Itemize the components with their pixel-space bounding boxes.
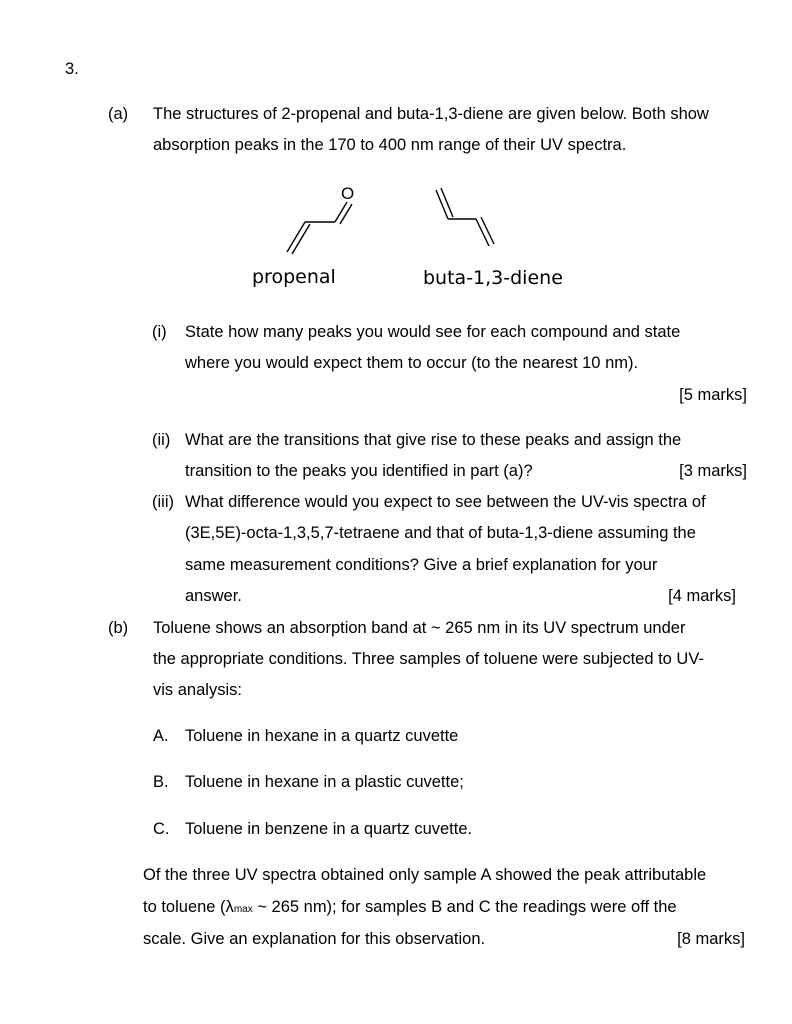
part-a-label: (a) (108, 105, 129, 123)
part-b-label: (b) (108, 619, 129, 637)
sub-iii-line-1: What difference would you expect to see between the UV-vis spectra of (185, 493, 706, 511)
sub-i-line-2: where you would expect them to occur (to the nearest 10 nm). (185, 354, 639, 372)
sample-a-text: Toluene in hexane in a quartz cuvette (185, 727, 459, 745)
sub-ii-line-1: What are the transitions that give rise to these peaks and assign the (185, 431, 682, 449)
conclusion-line-2-post: ~ 265 nm); for samples B and C the readings were off the (252, 898, 677, 916)
oxygen-atom-label: O (341, 184, 355, 203)
conclusion-line-1: Of the three UV spectra obtained only sample A showed the peak attributable (143, 866, 707, 884)
sub-i-line-1: State how many peaks you would see for each compound and state (185, 323, 681, 341)
butadiene-caption: buta-1,3-diene (423, 267, 563, 289)
lambda-max-subscript: max (233, 904, 253, 915)
sample-b-text: Toluene in hexane in a plastic cuvette; (185, 773, 464, 791)
question-number: 3. (65, 60, 79, 78)
part-b-line-3: vis analysis: (153, 681, 242, 699)
sample-a-letter: A. (153, 727, 169, 745)
sub-ii-marks: [3 marks] (679, 462, 747, 480)
sub-ii-label: (ii) (152, 431, 171, 449)
sub-iii-label: (iii) (152, 493, 174, 511)
part-a-intro-line-2: absorption peaks in the 170 to 400 nm range of their UV spectra. (153, 136, 627, 154)
part-b-marks: [8 marks] (677, 930, 745, 948)
sub-iii-marks: [4 marks] (668, 587, 736, 605)
part-a-intro-line-1: The structures of 2-propenal and buta-1,3-diene are given below. Both show (153, 105, 709, 123)
propenal-structure (275, 182, 365, 262)
sub-i-label: (i) (152, 323, 167, 341)
conclusion-line-2-pre: to toluene (λ (143, 898, 234, 916)
sample-b-letter: B. (153, 773, 169, 791)
part-b-line-2: the appropriate conditions. Three samples of toluene were subjected to UV- (153, 650, 704, 668)
sub-iii-line-3: same measurement conditions? Give a brief explanation for your (185, 556, 658, 574)
sample-c-letter: C. (153, 820, 170, 838)
conclusion-line-2 (143, 897, 677, 920)
sub-ii-line-2: transition to the peaks you identified in part (a)? (185, 462, 533, 480)
conclusion-line-3: scale. Give an explanation for this observation. (143, 930, 486, 948)
butadiene-structure (428, 182, 508, 262)
sub-i-marks: [5 marks] (679, 386, 747, 404)
sub-iii-line-2: (3E,5E)-octa-1,3,5,7-tetraene and that of buta-1,3-diene assuming the (185, 524, 696, 542)
part-b-line-1: Toluene shows an absorption band at ~ 265 nm in its UV spectrum under (153, 619, 686, 637)
sub-iii-line-4: answer. (185, 587, 242, 605)
propenal-caption: propenal (252, 266, 336, 288)
sample-c-text: Toluene in benzene in a quartz cuvette. (185, 820, 473, 838)
